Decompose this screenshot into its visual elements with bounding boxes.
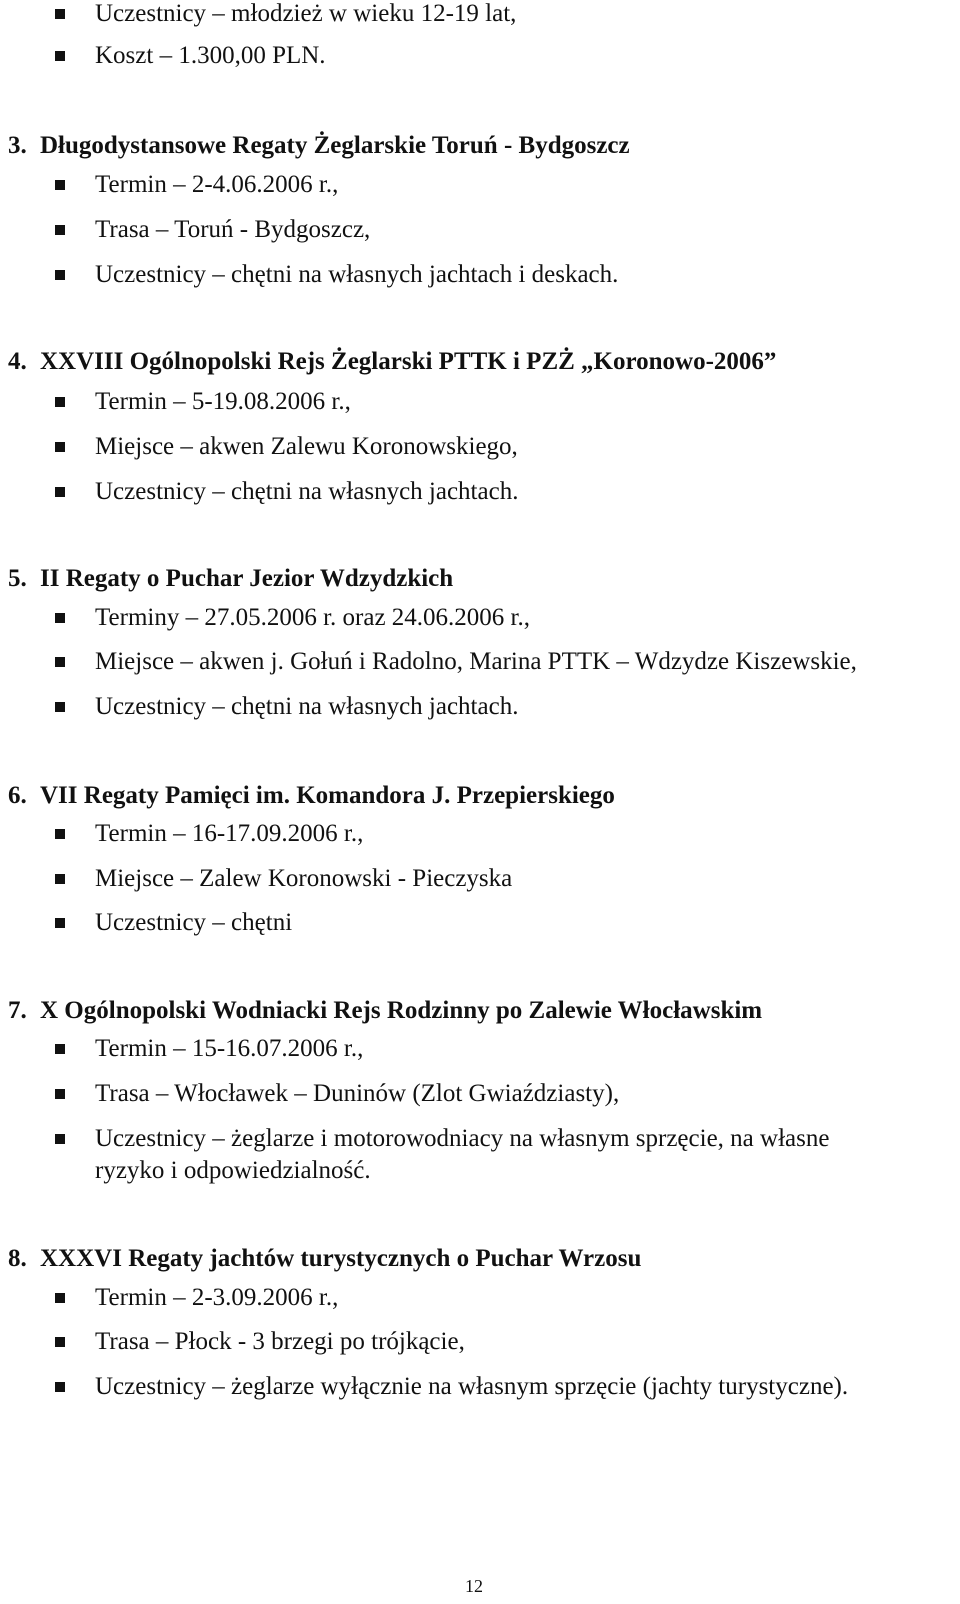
section-heading — [8, 347, 776, 377]
list-item-text: Trasa – Włocławek – Duninów (Zlot Gwiaździasty), — [95, 1080, 620, 1107]
square-bullet-icon — [55, 657, 65, 667]
list-item-text: Uczestnicy – chętni na własnych jachtach i deskach. — [95, 261, 619, 288]
list-item-text: Terminy – 27.05.2006 r. oraz 24.06.2006 r., — [95, 604, 530, 631]
list-item-text: Uczestnicy – młodzież w wieku 12-19 lat, — [95, 0, 517, 27]
square-bullet-icon — [55, 9, 65, 19]
square-bullet-icon — [55, 1134, 65, 1144]
square-bullet-icon — [55, 874, 65, 884]
square-bullet-icon — [55, 1044, 65, 1054]
square-bullet-icon — [55, 1337, 65, 1347]
list-item-text: Uczestnicy – chętni — [95, 909, 293, 936]
list-item-text: Termin – 2-4.06.2006 r., — [95, 171, 339, 198]
list-item-text: Termin – 5-19.08.2006 r., — [95, 388, 351, 415]
square-bullet-icon — [55, 829, 65, 839]
section-number: 8. — [8, 1245, 27, 1272]
square-bullet-icon — [55, 1293, 65, 1303]
page-number: 12 — [465, 1576, 483, 1596]
square-bullet-icon — [55, 702, 65, 712]
list-item-text: Miejsce – Zalew Koronowski - Pieczyska — [95, 865, 513, 892]
square-bullet-icon — [55, 180, 65, 190]
section-title: XXXVI Regaty jachtów turystycznych o Puchar Wrzosu — [40, 1245, 642, 1272]
list-item-text: Trasa – Płock - 3 brzegi po trójkącie, — [95, 1328, 465, 1355]
square-bullet-icon — [55, 442, 65, 452]
square-bullet-icon — [55, 1382, 65, 1392]
list-item-text: Koszt – 1.300,00 PLN. — [95, 42, 326, 69]
list-item-text: Termin – 15-16.07.2006 r., — [95, 1035, 364, 1062]
list-item-text: Miejsce – akwen j. Gołuń i Radolno, Marina PTTK – Wdzydze Kiszewskie, — [95, 648, 857, 675]
square-bullet-icon — [55, 270, 65, 280]
section-heading — [8, 1244, 641, 1274]
square-bullet-icon — [55, 918, 65, 928]
section-title: VII Regaty Pamięci im. Komandora J. Przepierskiego — [40, 782, 615, 809]
section-heading — [8, 131, 630, 161]
square-bullet-icon — [55, 487, 65, 497]
section-title: Długodystansowe Regaty Żeglarskie Toruń - Bydgoszcz — [40, 132, 630, 159]
square-bullet-icon — [55, 51, 65, 61]
section-number: 5. — [8, 565, 27, 592]
square-bullet-icon — [55, 613, 65, 623]
list-item-text: Trasa – Toruń - Bydgoszcz, — [95, 216, 371, 243]
section-number: 4. — [8, 348, 27, 375]
list-item-text: Termin – 16-17.09.2006 r., — [95, 820, 364, 847]
list-item-text: Uczestnicy – chętni na własnych jachtach. — [95, 478, 519, 505]
list-item-text: Uczestnicy – żeglarze wyłącznie na własnym sprzęcie (jachty turystyczne). — [95, 1373, 849, 1400]
section-title: XXVIII Ogólnopolski Rejs Żeglarski PTTK i PZŻ „Koronowo-2006” — [40, 348, 777, 375]
section-number: 3. — [8, 132, 27, 159]
section-heading — [8, 564, 453, 594]
section-title: X Ogólnopolski Wodniacki Rejs Rodzinny po Zalewie Włocławskim — [40, 997, 763, 1024]
list-item-text: Uczestnicy – chętni na własnych jachtach. — [95, 693, 519, 720]
list-item-text: Uczestnicy – żeglarze i motorowodniacy na własnym sprzęcie, na własne — [95, 1125, 830, 1152]
section-title: II Regaty o Puchar Jezior Wdzydzkich — [40, 565, 454, 592]
section-number: 7. — [8, 997, 27, 1024]
square-bullet-icon — [55, 397, 65, 407]
square-bullet-icon — [55, 225, 65, 235]
square-bullet-icon — [55, 1089, 65, 1099]
section-heading — [8, 781, 615, 811]
list-item-text: Miejsce – akwen Zalewu Koronowskiego, — [95, 433, 518, 460]
section-heading — [8, 996, 762, 1026]
list-item-text: Termin – 2-3.09.2006 r., — [95, 1284, 339, 1311]
list-item-continuation: ryzyko i odpowiedzialność. — [95, 1157, 371, 1184]
section-number: 6. — [8, 782, 27, 809]
